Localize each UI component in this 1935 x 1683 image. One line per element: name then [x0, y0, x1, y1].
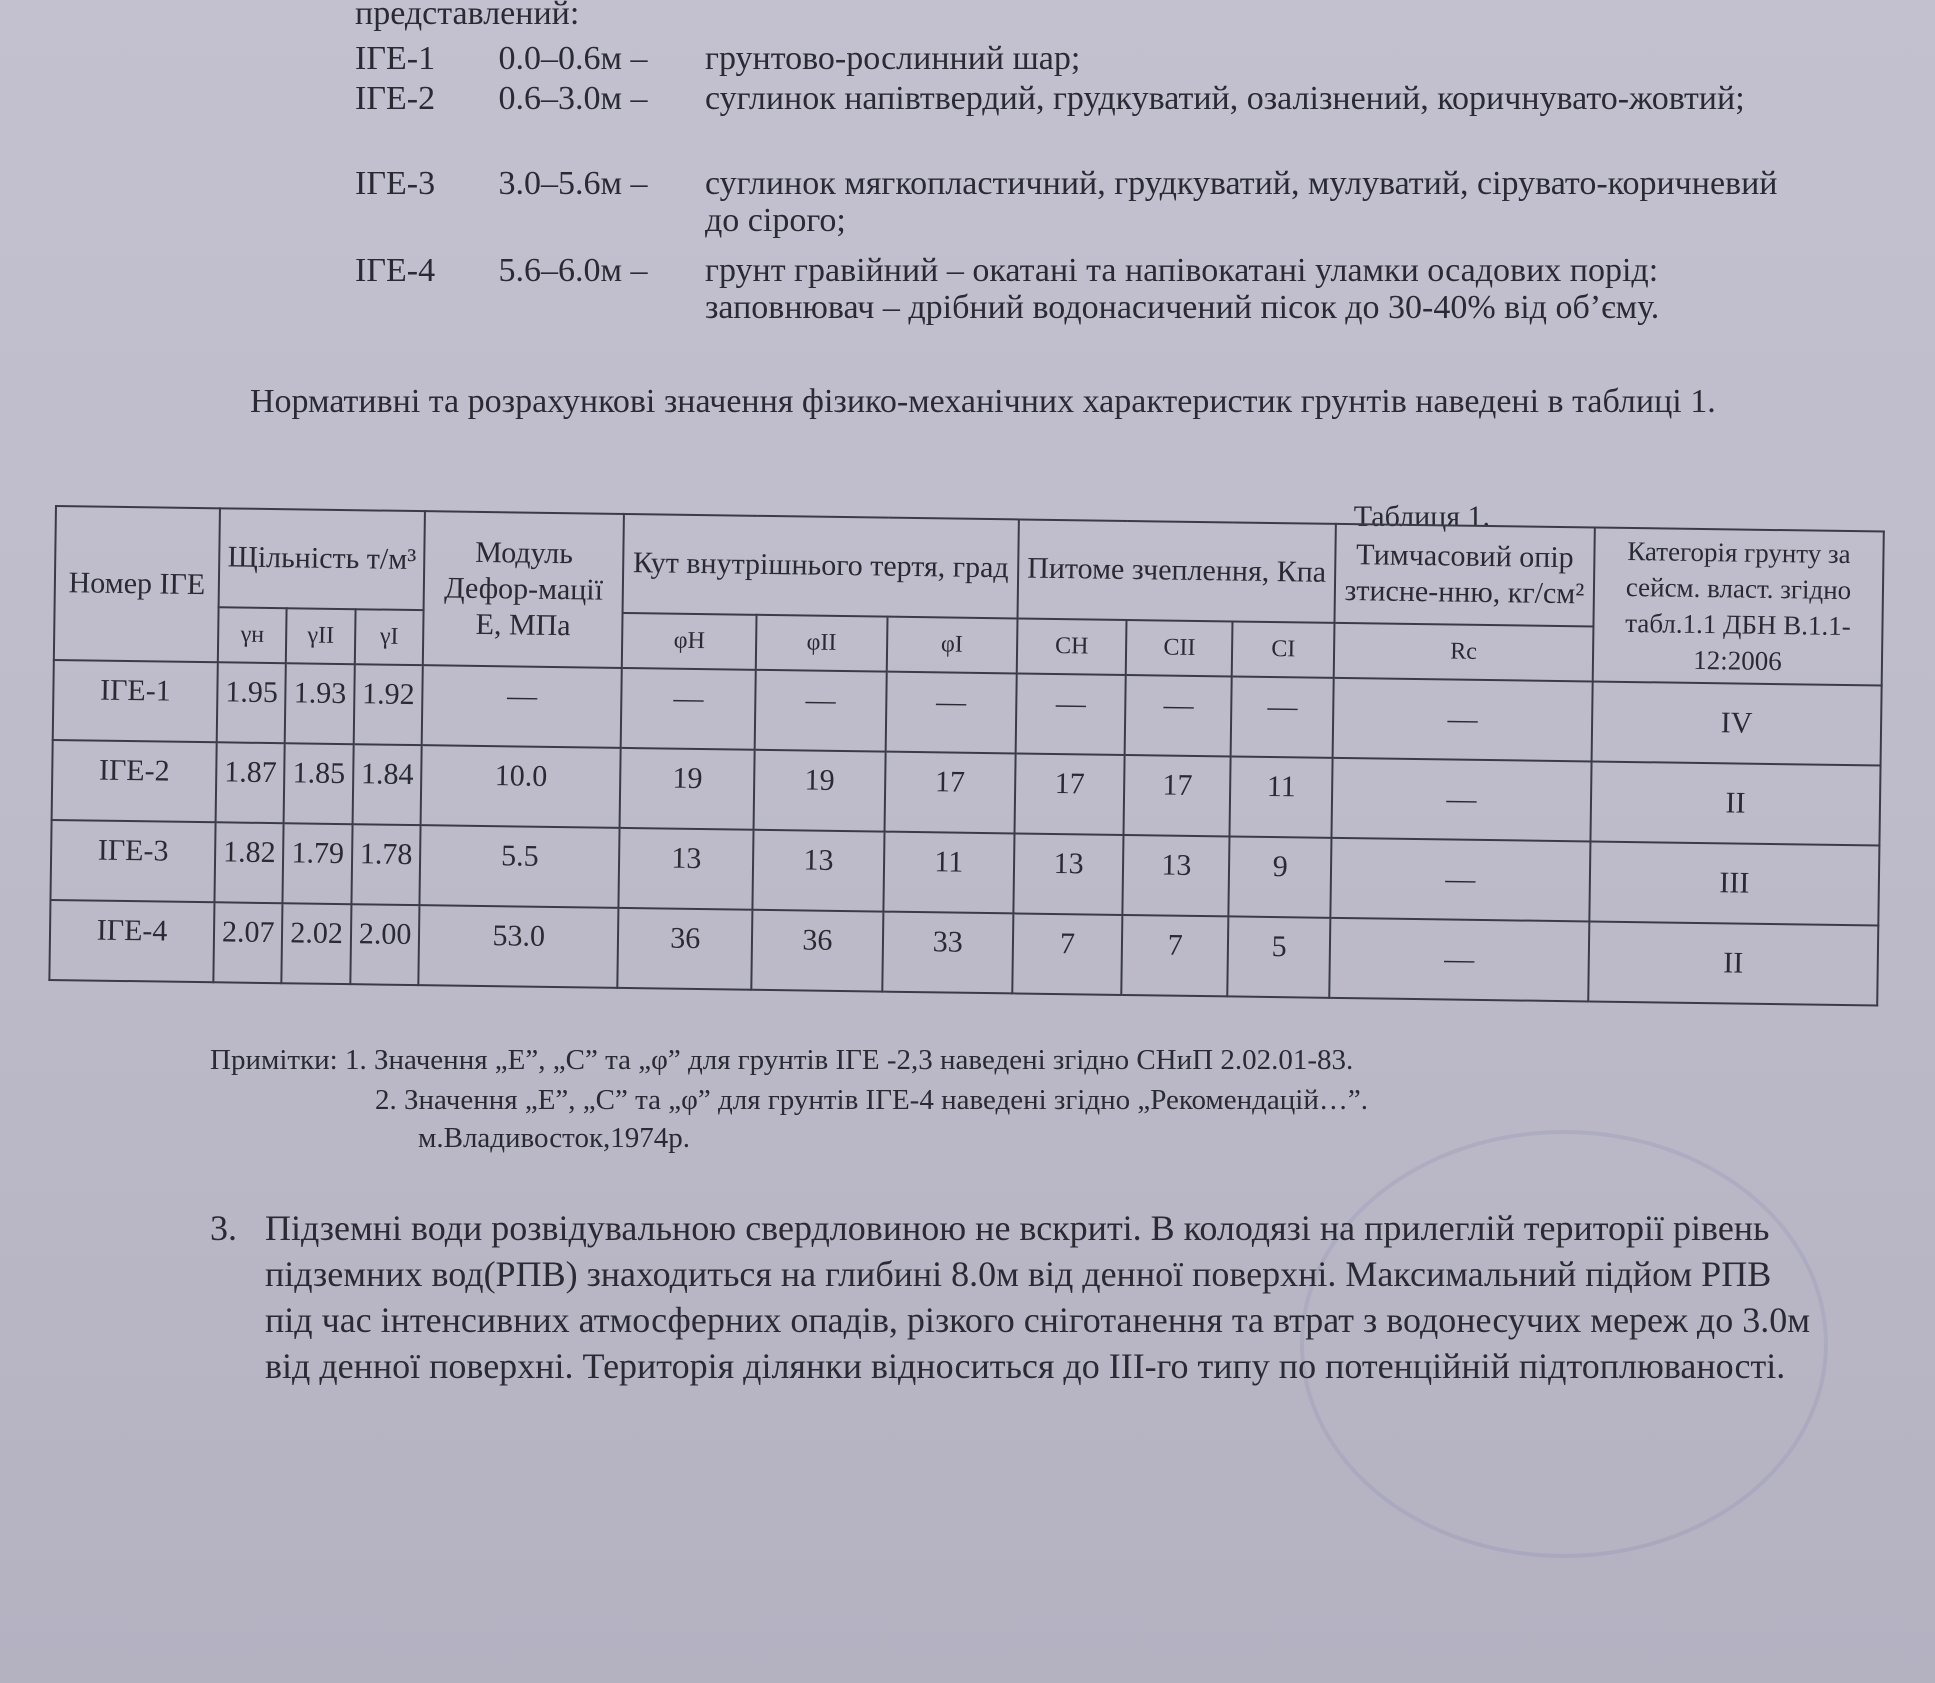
note-line-1: Примітки: 1. Значення „Е”, „С” та „φ” для грунтів ІГЕ -2,3 наведені згідно СНиП 2.02.01-83. [210, 1044, 1354, 1076]
cell-gamma-i: 2.00 [350, 904, 420, 985]
subheader-c-ii: CII [1126, 620, 1233, 677]
cell-c-ii: 17 [1124, 755, 1231, 836]
subheader-c-i: CI [1232, 621, 1334, 678]
section-3-text: Підземні води розвідувальною свердловиною не вскриті. В колодязі на прилеглій території рівень підземних вод(РПВ) знаходиться на глибині 8.0м від денної поверхні. Максимальний підйом РПВ під час інтенсивних атмосферних опадів, різкого сніготанення та втрат з водонесучих мереж до 3.0м від денної поверхні. Територія ділянки відноситься до ІІІ-го типу по потенційній підтоплюваності. [265, 1208, 1810, 1386]
cell-gamma-n: 2.07 [213, 902, 283, 983]
cell-gamma-ii: 1.85 [284, 743, 354, 824]
layer-depth: 0.0–0.6м – [498, 40, 648, 77]
cell-phi-i: 17 [884, 752, 1016, 834]
cell-gamma-n: 1.95 [217, 662, 287, 743]
cell-phi-ii: — [755, 670, 886, 752]
cell-c-n: 7 [1012, 913, 1122, 995]
layer-item [355, 252, 1660, 326]
header-strength: Тимчасовий опір зтисне-нню, кг/см² [1334, 524, 1594, 626]
subheader-gamma-i: γI [355, 609, 424, 665]
cell-modulus: 10.0 [421, 745, 621, 828]
layer-item [355, 80, 1745, 117]
cell-gamma-n: 1.82 [214, 822, 284, 903]
cell-rc: — [1329, 918, 1589, 1002]
cell-id: ІГЕ-1 [53, 660, 218, 742]
cell-gamma-ii: 2.02 [282, 903, 352, 984]
cell-gamma-n: 1.87 [216, 742, 286, 823]
cell-id: ІГЕ-3 [50, 820, 215, 902]
layer-description: грунт гравійний – окатані та напівокатані уламки осадових порід: заповнювач – дрібний водонасичений пісок до 30-40% від об’єму. [705, 252, 1660, 326]
cell-c-i: 5 [1228, 916, 1331, 997]
cell-gamma-i: 1.78 [351, 824, 421, 905]
layer-depth: 3.0–5.6м – [498, 165, 648, 202]
subheader-rc: Rc [1334, 623, 1594, 682]
cell-gamma-i: 1.84 [352, 744, 422, 825]
layer-id: ІГЕ-3 [355, 165, 436, 202]
cell-category: IV [1592, 681, 1882, 765]
header-modulus: Модуль Дефор-мації Е, МПа [423, 511, 624, 668]
section-3-number: 3. [210, 1208, 237, 1248]
cell-rc: — [1331, 758, 1591, 842]
note-line-3: м.Владивосток,1974р. [418, 1122, 691, 1154]
cell-modulus: — [422, 665, 622, 748]
cell-c-ii: 7 [1121, 915, 1228, 996]
cell-c-n: — [1016, 673, 1126, 755]
subheader-phi-n: φН [622, 613, 757, 670]
cell-phi-i: — [885, 672, 1017, 754]
cell-c-i: — [1231, 676, 1334, 757]
layer-description: суглинок мягкопластичний, грудкуватий, мулуватий, сірувато-коричневий до сірого; [705, 165, 1778, 239]
layer-item [355, 165, 1778, 239]
cell-phi-ii: 19 [754, 750, 885, 832]
cell-phi-n: — [621, 668, 756, 750]
header-cohesion: Питоме зчеплення, Кпа [1017, 519, 1335, 622]
subheader-gamma-ii: γII [286, 608, 355, 664]
cell-phi-n: 19 [620, 748, 755, 830]
cell-c-i: 9 [1229, 836, 1332, 917]
cell-rc: — [1330, 838, 1590, 922]
soil-properties-table [48, 505, 1884, 1007]
layer-description: грунтово-рослинний шар; [705, 40, 1081, 77]
cell-phi-ii: 13 [753, 830, 884, 912]
layer-depth: 5.6–6.0м – [498, 252, 648, 289]
cell-id: ІГЕ-4 [49, 900, 214, 982]
intro-text: представлений: [355, 0, 580, 32]
subheader-c-n: CН [1017, 618, 1127, 675]
table-caption: Таблиця 1. [1353, 500, 1490, 533]
cell-gamma-ii: 1.93 [285, 663, 355, 744]
table-intro-paragraph: Нормативні та розрахункові значення фізико-механічних характеристик грунтів наведені в таблиці 1. [250, 383, 1716, 420]
subheader-phi-ii: φII [756, 614, 887, 671]
cell-phi-n: 13 [619, 828, 754, 910]
header-id: Номер ІГЕ [54, 506, 220, 662]
cell-gamma-ii: 1.79 [283, 823, 353, 904]
header-category: Категорія грунту за сейсм. власт. згідно табл.1.1 ДБН В.1.1-12:2006 [1593, 528, 1884, 686]
cell-phi-n: 36 [618, 908, 753, 990]
cell-c-i: 11 [1230, 756, 1333, 837]
header-density: Щільність т/м³ [219, 508, 426, 610]
cell-c-ii: 13 [1123, 835, 1230, 916]
note-line-2: 2. Значення „Е”, „С” та „φ” для грунтів ІГЕ-4 наведені згідно „Рекомендацій…”. [375, 1084, 1369, 1116]
subheader-gamma-n: γн [218, 607, 287, 663]
layer-id: ІГЕ-4 [355, 252, 436, 289]
cell-phi-i: 11 [883, 832, 1015, 914]
cell-phi-i: 33 [882, 912, 1014, 994]
cell-c-n: 17 [1014, 753, 1124, 835]
cell-c-n: 13 [1013, 833, 1123, 915]
cell-rc: — [1333, 678, 1593, 762]
layer-id: ІГЕ-2 [355, 80, 436, 117]
cell-modulus: 5.5 [420, 825, 620, 908]
cell-category: II [1588, 921, 1878, 1005]
cell-modulus: 53.0 [419, 905, 619, 988]
section-3 [210, 1205, 1810, 1389]
subheader-phi-i: φI [886, 616, 1017, 673]
cell-id: ІГЕ-2 [52, 740, 217, 822]
cell-phi-ii: 36 [751, 910, 882, 992]
layer-item [355, 40, 1081, 77]
header-friction: Кут внутрішнього тертя, град [623, 514, 1019, 618]
cell-gamma-i: 1.92 [354, 664, 424, 745]
cell-c-ii: — [1125, 675, 1232, 756]
cell-category: III [1589, 841, 1879, 925]
layer-depth: 0.6–3.0м – [498, 80, 648, 117]
layer-id: ІГЕ-1 [355, 40, 436, 77]
layer-description: суглинок напівтвердий, грудкуватий, озалізнений, коричнувато-жовтий; [705, 80, 1745, 117]
cell-category: II [1590, 761, 1880, 845]
